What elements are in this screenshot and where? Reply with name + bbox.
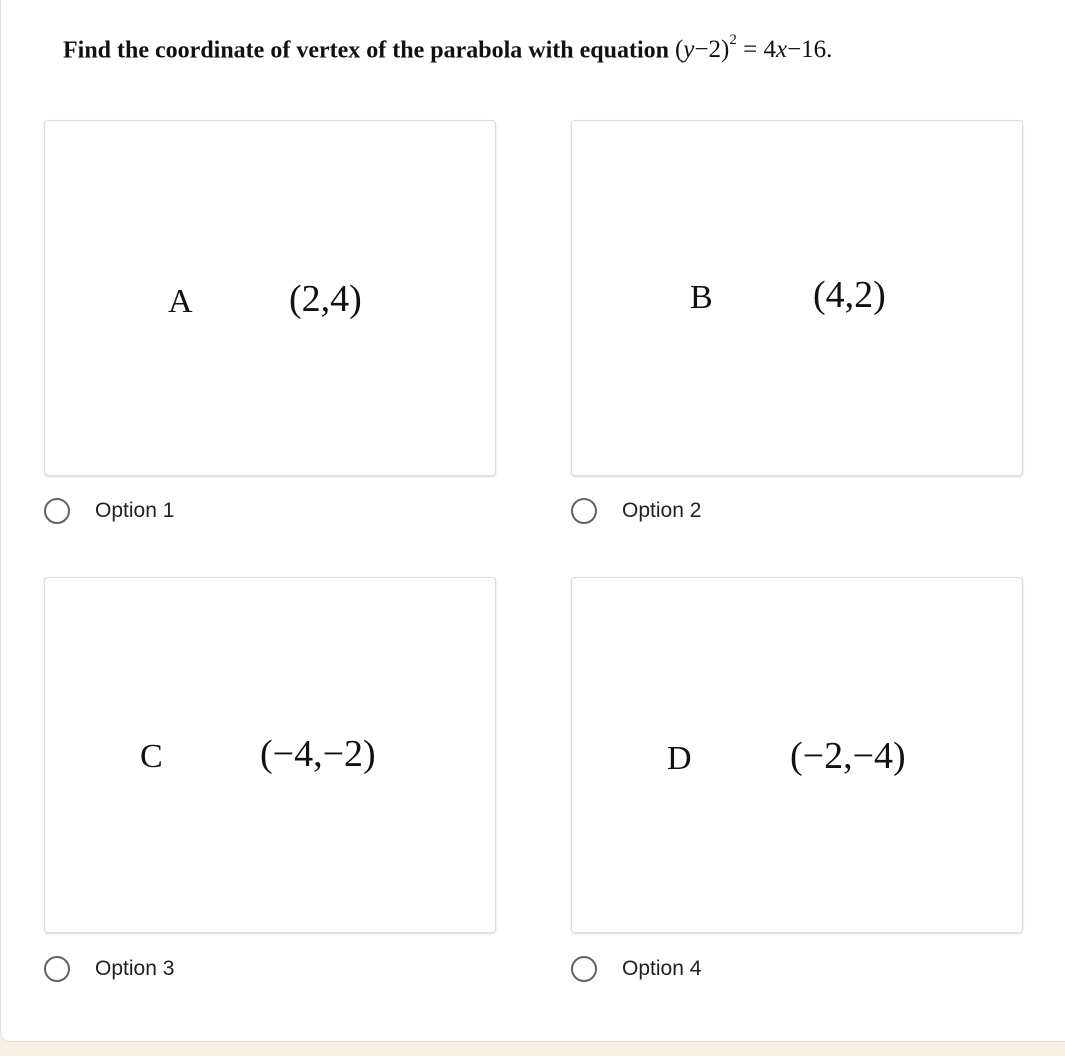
question-title: [63, 32, 1053, 64]
equation-var-x: x: [775, 36, 788, 64]
choice-b-value: (4,2): [813, 274, 886, 316]
question-text: Find the coordinate of vertex of the parabola with equation: [63, 37, 669, 64]
option-1-label: Option 1: [95, 499, 175, 522]
option-1-radio[interactable]: [44, 498, 70, 524]
choice-a-image: [44, 120, 496, 476]
choice-b-image: [571, 120, 1023, 476]
choice-c-value: (−4,−2): [260, 733, 376, 775]
equation-rest: −16.: [787, 36, 833, 64]
choice-d-letter: D: [667, 740, 692, 777]
equation-var-y: y: [683, 36, 695, 64]
option-4-radio[interactable]: [571, 956, 597, 982]
option-4[interactable]: [571, 951, 701, 987]
equation-open-paren: (: [674, 36, 684, 64]
choice-c-letter: C: [140, 738, 163, 775]
option-1[interactable]: [44, 493, 174, 529]
equation-exponent: 2: [729, 32, 737, 48]
question-equation: [674, 32, 833, 64]
choice-a-letter: A: [168, 283, 193, 320]
choice-a-value: (2,4): [289, 278, 362, 320]
choice-d-value: (−2,−4): [790, 735, 906, 777]
choice-b-letter: B: [690, 279, 713, 316]
option-2-radio[interactable]: [571, 498, 597, 524]
option-3-radio[interactable]: [44, 956, 70, 982]
option-4-label: Option 4: [622, 957, 702, 980]
option-2[interactable]: [571, 493, 701, 529]
option-3[interactable]: [44, 951, 174, 987]
option-3-label: Option 3: [95, 957, 175, 980]
option-2-label: Option 2: [622, 499, 702, 522]
equation-minus-two: −2): [694, 36, 730, 64]
choice-d-image: [571, 577, 1023, 933]
choice-c-image: [44, 577, 496, 933]
equation-equals: = 4: [736, 36, 776, 64]
